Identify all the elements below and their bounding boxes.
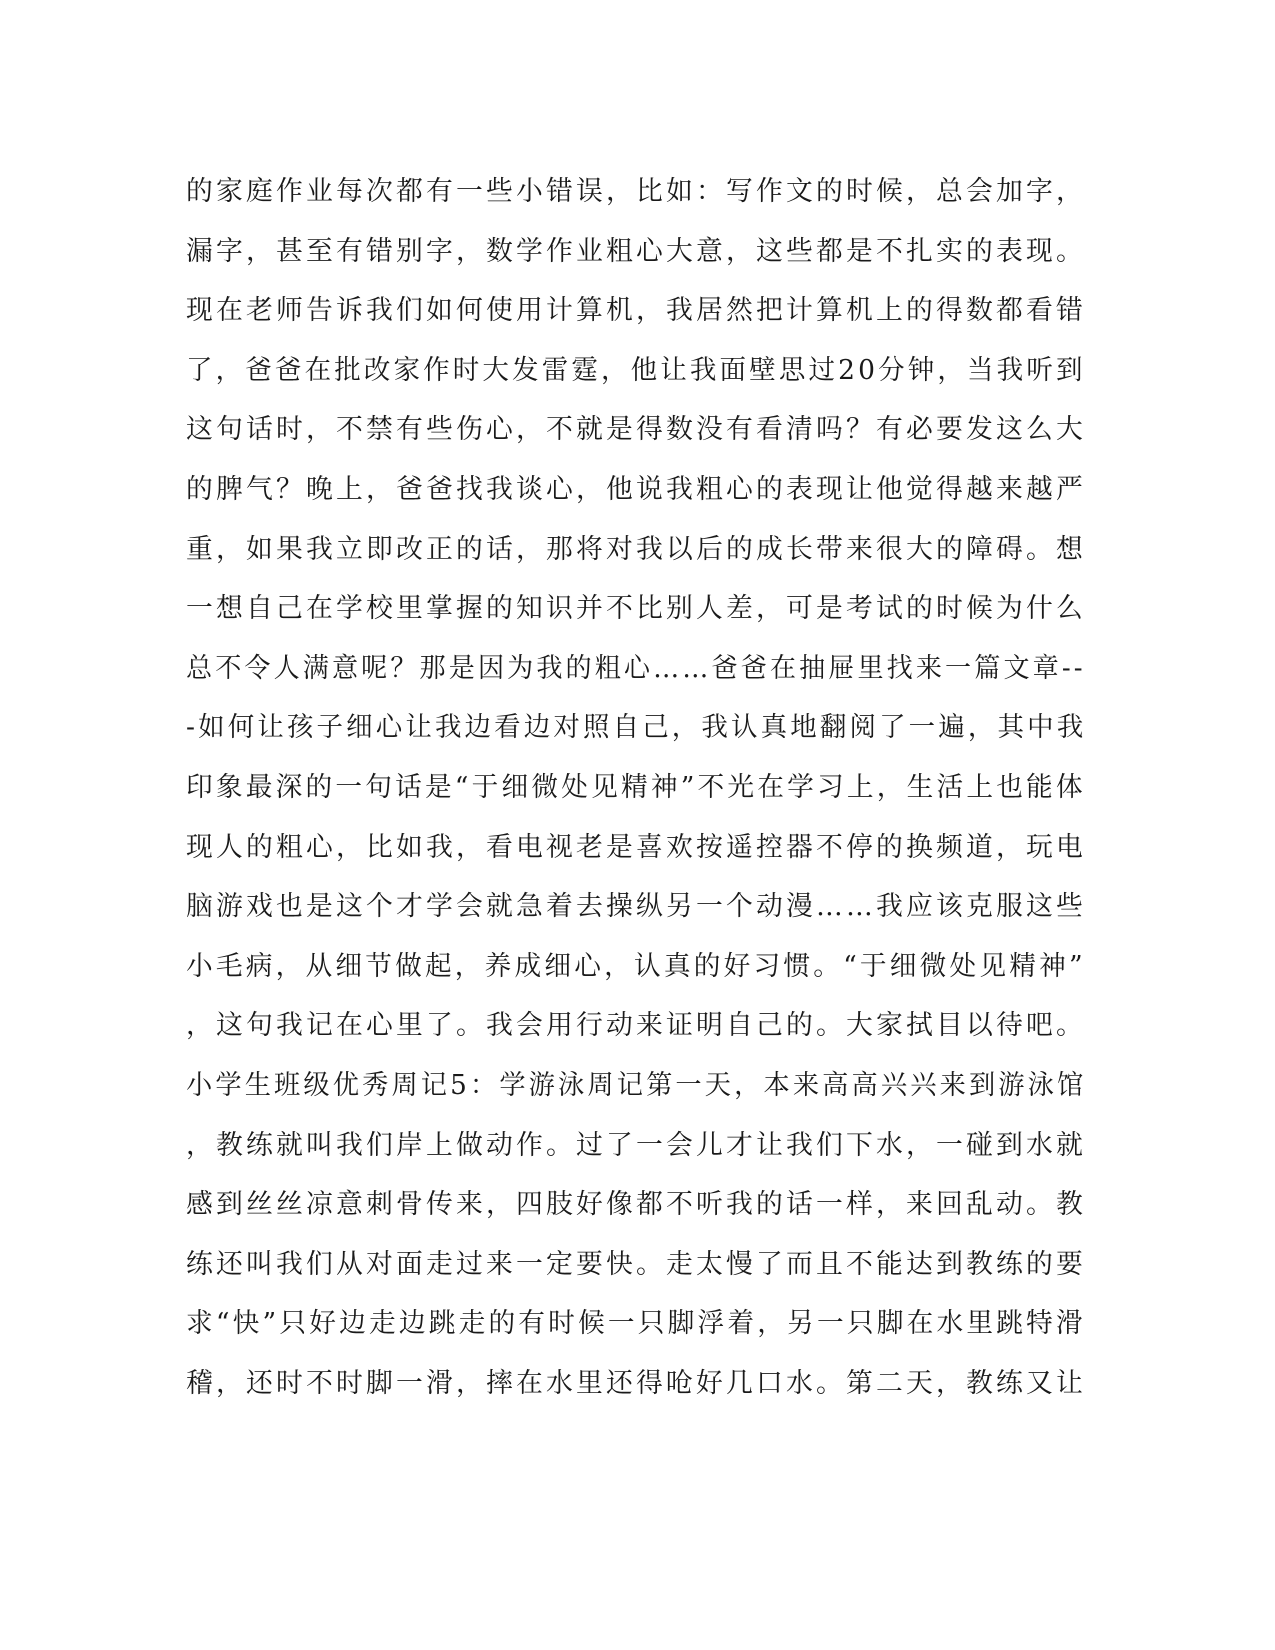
text-line: 练还叫我们从对面走过来一定要快。走太慢了而且不能达到教练的要 xyxy=(186,1248,1087,1280)
text-line: 稽，还时不时脚一滑，摔在水里还得呛好几口水。第二天，教练又让 xyxy=(186,1367,1087,1399)
text-line: 的家庭作业每次都有一些小错误，比如：写作文的时候，总会加字， xyxy=(186,176,1087,207)
text-line: ，教练就叫我们岸上做动作。过了一会儿才让我们下水，一碰到水就 xyxy=(186,1129,1087,1161)
text-line: 小学生班级优秀周记5：学游泳周记第一天，本来高高兴兴来到游泳馆 xyxy=(186,1069,1087,1101)
text-line: 现在老师告诉我们如何使用计算机，我居然把计算机上的得数都看错 xyxy=(186,295,1087,327)
text-line: 一想自己在学校里掌握的知识并不比别人差，可是考试的时候为什么 xyxy=(186,593,1087,625)
text-line: ，这句我记在心里了。我会用行动来证明自己的。大家拭目以待吧。 xyxy=(186,1010,1087,1042)
text-line: 重，如果我立即改正的话，那将对我以后的成长带来很大的障碍。想 xyxy=(186,533,1087,565)
text-line: 印象最深的一句话是“于细微处见精神”不光在学习上，生活上也能体 xyxy=(186,771,1086,803)
text-line: 总不令人满意呢？那是因为我的粗心……爸爸在抽屉里找来一篇文章-- xyxy=(186,652,1086,684)
text-line: 小毛病，从细节做起，养成细心，认真的好习惯。“于细微处见精神” xyxy=(186,950,1086,982)
text-line: 现人的粗心，比如我，看电视老是喜欢按遥控器不停的换频道，玩电 xyxy=(186,831,1087,863)
text-line: 这句话时，不禁有些伤心，不就是得数没有看清吗？有必要发这么大 xyxy=(186,414,1087,446)
body-text xyxy=(186,162,1086,1413)
text-line: -如何让孩子细心让我边看边对照自己，我认真地翻阅了一遍，其中我 xyxy=(186,712,1087,744)
text-line: 脑游戏也是这个才学会就急着去操纵另一个动漫……我应该克服这些 xyxy=(186,891,1087,923)
text-line: 感到丝丝凉意刺骨传来，四肢好像都不听我的话一样，来回乱动。教 xyxy=(186,1189,1087,1221)
text-line: 的脾气？晚上，爸爸找我谈心，他说我粗心的表现让他觉得越来越严 xyxy=(186,473,1087,505)
text-line: 求“快”只好边走边跳走的有时候一只脚浮着，另一只脚在水里跳特滑 xyxy=(186,1308,1086,1340)
text-line: 漏字，甚至有错别字，数学作业粗心大意，这些都是不扎实的表现。 xyxy=(186,235,1087,267)
text-line: 了，爸爸在批改家作时大发雷霆，他让我面壁思过20分钟，当我听到 xyxy=(186,354,1086,386)
